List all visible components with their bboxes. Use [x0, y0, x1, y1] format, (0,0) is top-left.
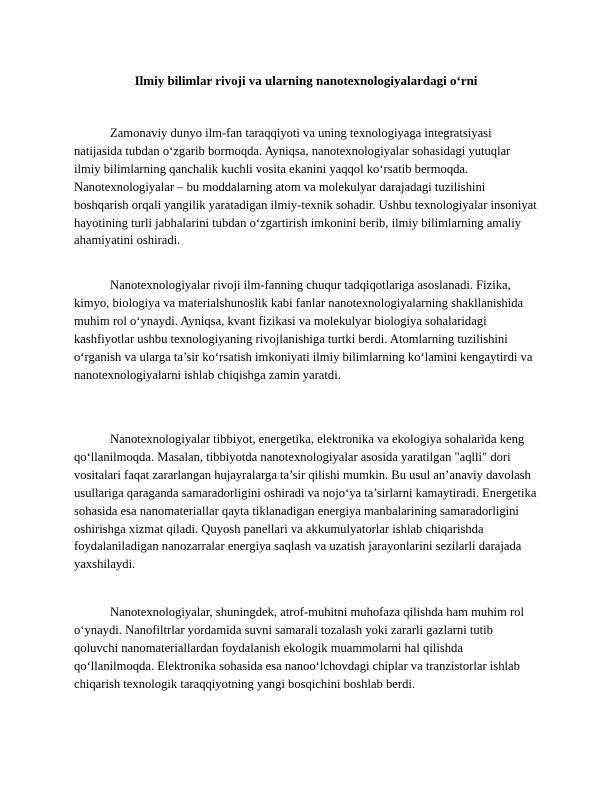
paragraph: Nanotexnologiyalar, shuningdek, atrof-muhitni muhofaza qilishda ham muhim rol o‘ynaydi. Nanofiltrlar yordamida suvni samarali tozalash yoki zararli gazlarni tutib qoluvchi nanomateriallardan foydalanish ekologik muammolarni hal qilishda qo‘llanilmoqda. Elektronika sohasida esa nanoo‘lchovdagi chiplar va tranzistorlar ishlab chiqarish texnologik taraqqiyotning yangi bosqichini boshlab berdi. — [74, 605, 524, 691]
document-title: Ilmiy bilimlar rivoji va ularning nanotexnologiyalardagi o‘rni — [134, 73, 478, 88]
paragraph: Nanotexnologiyalar tibbiyot, energetika, elektronika va ekologiya sohalarida keng qo‘llanilmoqda. Masalan, tibbiyotda nanotexnologiyalar asosida yaratilgan "aqlli" dori vositalari faqat zararlangan hujayralarga ta’sir qilishi mumkin. Bu usul an’anaviy davolash usullariga qaraganda samaradorligini oshiradi va nojo‘ya ta’sirlarni kamaytiradi. Energetika sohasida esa nanomateriallar qayta tiklanadigan energiya manbalarining samaradorligini oshirishga xizmat qiladi. Quyosh panellari va akkumulyatorlar ishlab chiqarishda foydalaniladigan nanozarralar energiya saqlash va uzatish jarayonlarini sezilarli darajada yaxshilaydi. — [74, 432, 537, 572]
paragraph: Zamonaviy dunyo ilm-fan taraqqiyoti va uning texnologiyaga integratsiyasi natijasida tubdan o‘zgarib bormoqda. Ayniqsa, nanotexnologiyalar sohasidagi yutuqlar ilmiy bilimlarning qanchalik kuchli vosita ekanini yaqqol ko‘rsatib bermoqda. Nanotexnologiyalar – bu moddalarning atom va molekulyar darajadagi tuzilishini boshqarish orqali yangilik yaratadigan ilmiy-texnik sohadir. Ushbu texnologiyalar insoniyat hayotining turli jabhalarini tubdan o‘zgartirish imkonini berib, ilmiy bilimlarning amaliy ahamiyatini oshiradi. — [74, 126, 537, 248]
paragraph: Nanotexnologiyalar rivoji ilm-fanning chuqur tadqiqotlariga asoslanadi. Fizika, kimyo, biologiya va materialshunoslik kabi fanlar nanotexnologiyalarning shakllanishida muhim rol o‘ynaydi. Ayniqsa, kvant fizikasi va molekulyar biologiya sohalaridagi kashfiyotlar ushbu texnologiyaning rivojlanishiga turtki berdi. Atomlarning tuzilishini o‘rganish va ularga ta’sir ko‘rsatish imkoniyati ilmiy bilimlarning ko‘lamini kengaytirdi va nanotexnologiyalarni ishlab chiqishga zamin yaratdi. — [74, 278, 533, 382]
